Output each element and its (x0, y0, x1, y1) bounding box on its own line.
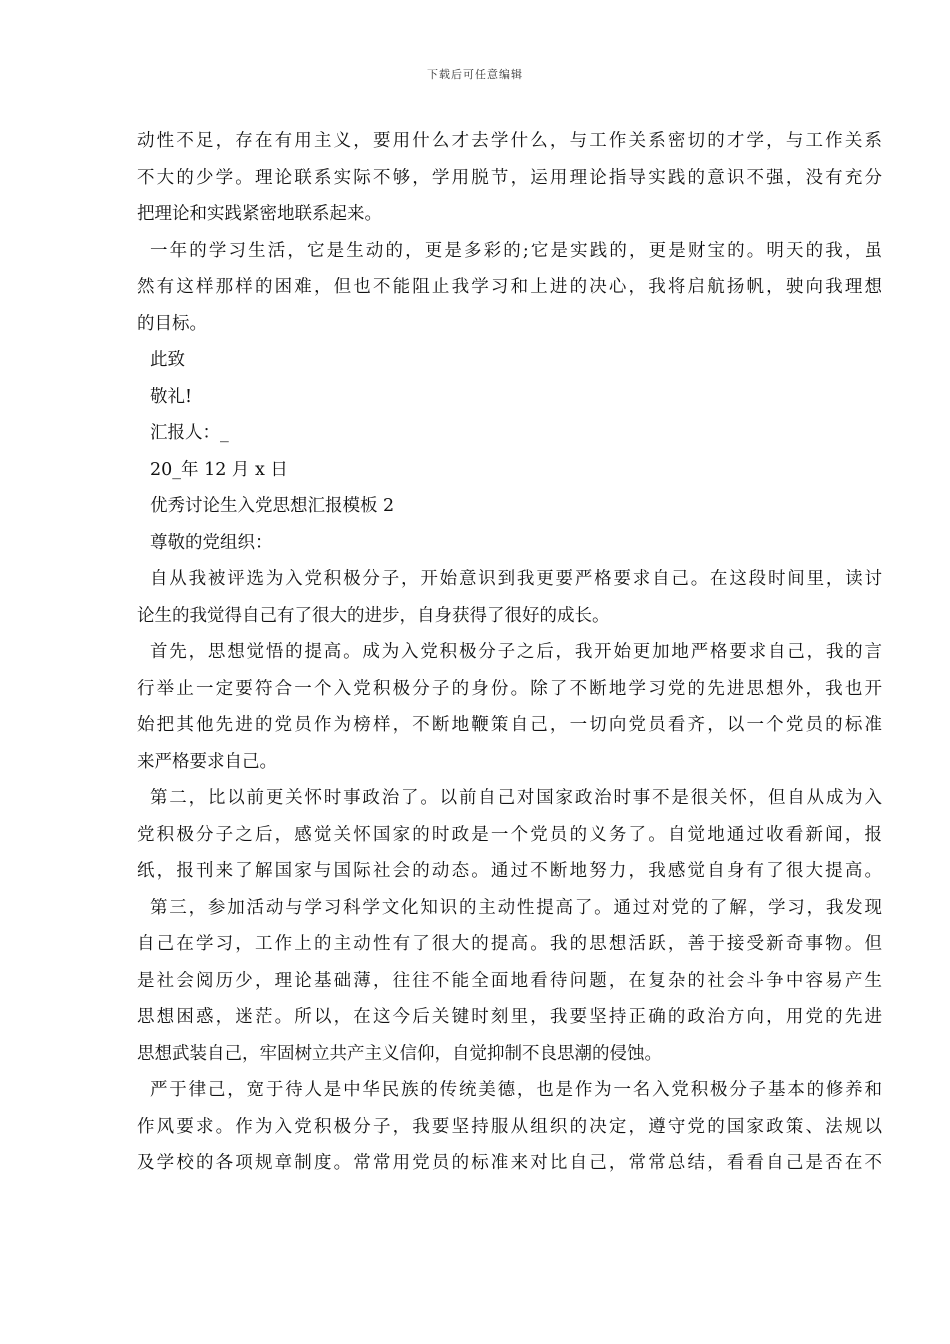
text-line: 思想困惑，迷茫。所以，在这今后关键时刻里，我要坚持正确的政治方向，用党的先进 (137, 1007, 882, 1027)
section-title: 优秀讨论生入党思想汇报模板 2 (150, 496, 395, 516)
text-line: 自从我被评选为入党积极分子，开始意识到我更要严格要求自己。在这段时间里，读讨 (150, 569, 882, 589)
document-body (137, 123, 882, 1182)
report-date: 20_年 12 月 x 日 (150, 459, 288, 480)
letter-greeting: 尊敬的党组织： (150, 532, 273, 553)
text-line: 首先，思想觉悟的提高。成为入党积极分子之后，我开始更加地严格要求自己，我的言 (150, 642, 882, 662)
text-line: 动性不足，存在有用主义，要用什么才去学什么，与工作关系密切的才学，与工作关系 (137, 131, 882, 151)
text-line: 然有这样那样的困难，但也不能阻止我学习和上进的决心，我将启航扬帆，驶向我理想 (137, 277, 882, 297)
page-header-note: 下载后可任意编辑 (427, 68, 523, 81)
reporter-signature: 汇报人：_ (150, 423, 229, 443)
text-line: 作风要求。作为入党积极分子，我要坚持服从组织的决定，遵守党的国家政策、法规以 (137, 1116, 882, 1137)
text-line: 党积极分子之后，感觉关怀国家的时政是一个党员的义务了。自觉地通过收看新闻，报 (137, 824, 882, 845)
text-line: 把理论和实践紧密地联系起来。 (137, 204, 382, 224)
text-line: 自己在学习，工作上的主动性有了很大的提高。我的思想活跃，善于接受新奇事物。但 (137, 934, 882, 954)
text-line: 行举止一定要符合一个入党积极分子的身份。除了不断地学习党的先进思想外，我也开 (137, 678, 882, 699)
closing-regards: 敬礼! (150, 386, 193, 407)
text-line: 来严格要求自己。 (137, 751, 277, 772)
text-line: 思想武装自己，牢固树立共产主义信仰，自觉抑制不良思潮的侵蚀。 (137, 1043, 662, 1064)
text-line: 不大的少学。理论联系实际不够，学用脱节，运用理论指导实践的意识不强，没有充分 (137, 167, 882, 188)
text-line: 始把其他先进的党员作为榜样，不断地鞭策自己，一切向党员看齐，以一个党员的标准 (137, 715, 882, 735)
text-line: 一年的学习生活，它是生动的，更是多彩的;它是实践的，更是财宝的。明天的我，虽 (150, 240, 882, 261)
text-line: 及学校的各项规章制度。常常用党员的标准来对比自己，常常总结，看看自己是否在不 (137, 1153, 882, 1173)
text-line: 纸，报刊来了解国家与国际社会的动态。通过不断地努力，我感觉自身有了很大提高。 (137, 861, 882, 881)
text-line: 第二，比以前更关怀时事政治了。以前自己对国家政治时事不是很关怀，但自从成为入 (150, 788, 882, 808)
text-line: 第三，参加活动与学习科学文化知识的主动性提高了。通过对党的了解，学习，我发现 (150, 897, 882, 918)
text-line: 严于律己，宽于待人是中华民族的传统美德，也是作为一名入党积极分子基本的修养和 (150, 1080, 882, 1100)
closing-salutation: 此致 (150, 350, 185, 370)
text-line: 的目标。 (137, 313, 207, 334)
text-line: 论生的我觉得自己有了很大的进步，自身获得了很好的成长。 (137, 605, 610, 626)
text-line: 是社会阅历少，理论基础薄，往往不能全面地看待问题，在复杂的社会斗争中容易产生 (137, 970, 882, 991)
